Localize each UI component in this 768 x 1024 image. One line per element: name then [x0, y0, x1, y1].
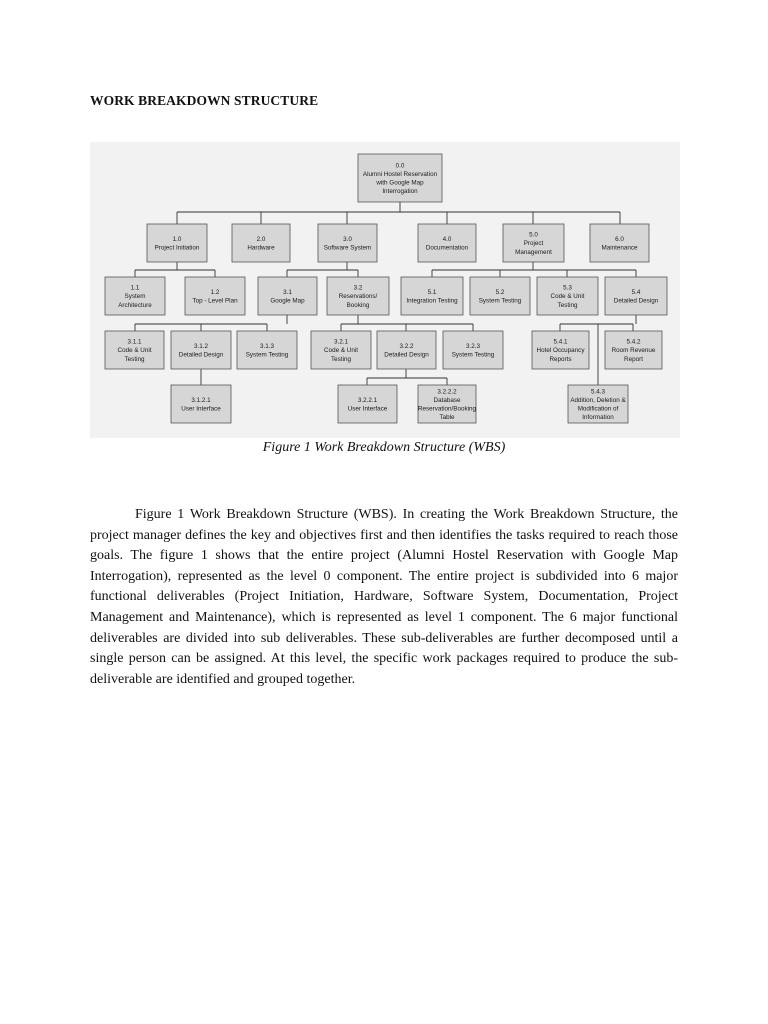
wbs-node-box: [171, 385, 231, 423]
wbs-node-code: 1.1: [130, 284, 140, 292]
wbs-node-code: 3.1.1: [127, 338, 142, 346]
wbs-node-label: Hotel Occupancy: [536, 347, 585, 355]
wbs-node-52: [470, 277, 530, 315]
wbs-node-3121: [171, 385, 231, 423]
wbs-node-313: [237, 331, 297, 369]
wbs-node-code: 4.0: [442, 235, 452, 243]
wbs-node-label: with Google Map: [376, 179, 424, 187]
wbs-node-321: [311, 331, 371, 369]
wbs-node-label: Detailed Design: [178, 351, 224, 359]
wbs-node-box: [318, 224, 377, 262]
wbs-node-label: Management: [515, 248, 552, 256]
wbs-node-label: Top - Level Plan: [192, 297, 238, 305]
wbs-node-code: 5.4.3: [590, 388, 606, 396]
wbs-node-label: Reports: [549, 355, 572, 363]
wbs-node-label: Documentation: [425, 244, 469, 252]
wbs-node-box: [147, 224, 207, 262]
wbs-node-code: 5.3: [563, 284, 572, 292]
wbs-node-311: [105, 331, 164, 369]
wbs-node-label: Testing: [331, 355, 351, 363]
wbs-node-code: 3.1.2.1: [191, 396, 211, 404]
wbs-node-label: Software System: [323, 244, 372, 252]
wbs-node-box: [470, 277, 530, 315]
wbs-node-label: User Interface: [347, 405, 388, 413]
wbs-node-6: [590, 224, 649, 262]
wbs-node-box: [401, 277, 463, 315]
wbs-node-code: 6.0: [615, 235, 624, 243]
wbs-node-box: [443, 331, 503, 369]
wbs-node-code: 0.0: [395, 162, 405, 170]
wbs-node-label: Report: [624, 355, 643, 363]
wbs-node-label: Addition, Deletion &: [570, 396, 626, 404]
wbs-node-3221: [338, 385, 397, 423]
wbs-node-label: Reservation/Booking: [417, 405, 477, 413]
wbs-node-label: Hardware: [247, 244, 275, 252]
wbs-node-code: 3.1: [283, 288, 292, 296]
wbs-node-label: Project Initiation: [154, 244, 200, 252]
wbs-node-label: Interrogation: [382, 188, 418, 196]
wbs-node-label: Google Map: [270, 297, 305, 305]
wbs-node-542: [605, 331, 662, 369]
page-heading: WORK BREAKDOWN STRUCTURE: [90, 93, 319, 108]
wbs-node-label: Project: [523, 240, 544, 248]
wbs-node-box: [171, 331, 231, 369]
wbs-node-code: 5.4: [631, 288, 641, 296]
wbs-node-box: [185, 277, 245, 315]
wbs-node-3222: [418, 385, 477, 423]
wbs-node-label: System: [124, 293, 146, 301]
wbs-node-code: 3.0: [343, 235, 352, 243]
wbs-node-label: System Testing: [478, 297, 522, 305]
wbs-node-5: [503, 224, 564, 262]
wbs-node-12: [185, 277, 245, 315]
wbs-node-53: [537, 277, 598, 315]
wbs-node-0: [358, 154, 442, 202]
wbs-node-box: [338, 385, 397, 423]
wbs-node-code: 1.0: [172, 235, 182, 243]
wbs-node-label: Table: [439, 414, 455, 422]
wbs-node-312: [171, 331, 231, 369]
wbs-node-code: 5.1: [427, 288, 437, 296]
wbs-node-code: 3.2.3: [465, 342, 481, 350]
wbs-node-label: Room Revenue: [611, 347, 656, 355]
wbs-node-code: 3.2.2: [399, 342, 414, 350]
wbs-node-code: 2.0: [256, 235, 266, 243]
wbs-node-code: 5.4.2: [626, 338, 641, 346]
wbs-node-3: [318, 224, 377, 262]
wbs-node-4: [418, 224, 476, 262]
wbs-node-label: Modification of: [577, 405, 619, 413]
wbs-node-label: Architecture: [118, 301, 152, 309]
wbs-node-label: Reservations/: [338, 293, 378, 301]
wbs-node-label: Code & Unit: [550, 293, 585, 301]
wbs-node-box: [590, 224, 649, 262]
wbs-node-box: [377, 331, 436, 369]
wbs-node-code: 3.1.3: [259, 342, 275, 350]
wbs-node-2: [232, 224, 290, 262]
wbs-node-box: [605, 277, 667, 315]
wbs-node-label: Detailed Design: [613, 297, 659, 305]
wbs-node-label: Information: [582, 414, 614, 422]
wbs-node-543: [568, 385, 628, 423]
wbs-node-box: [418, 224, 476, 262]
wbs-node-box: [258, 277, 317, 315]
wbs-node-code: 5.2: [495, 288, 505, 296]
wbs-node-label: Database: [433, 396, 461, 404]
wbs-diagram: [90, 142, 680, 438]
wbs-node-11: [105, 277, 165, 315]
wbs-node-label: Detailed Design: [384, 351, 429, 359]
wbs-node-label: Testing: [557, 301, 578, 309]
wbs-node-label: System Testing: [245, 351, 289, 359]
wbs-node-code: 3.2.2.2: [437, 388, 457, 396]
wbs-node-code: 3.2.2.1: [357, 396, 378, 404]
wbs-node-code: 3.2: [353, 284, 363, 292]
wbs-node-label: Testing: [124, 355, 145, 363]
wbs-node-323: [443, 331, 503, 369]
wbs-node-1: [147, 224, 207, 262]
wbs-node-code: 3.2.1: [333, 338, 349, 346]
wbs-node-label: Booking: [346, 301, 370, 309]
body-paragraph: Figure 1 Work Breakdown Structure (WBS). In creating the Work Breakdown Structure, the project manager defines the key and objectives first and then identifies the tasks required to reach those goals. The figure 1 shows that the entire project (Alumni Hostel Reservation with Google Map Interrogation), represented as the level 0 component. The entire project is subdivided into 6 major functional deliverables (Project Initiation, Hardware, Software System, Documentation, Project Management and Maintenance), which is represented as level 1 component. The 6 major functional deliverables are divided into sub deliverables. These sub-deliverables are further decomposed until a single person can be assigned. At this level, the specific work packages required to produce the sub- deliverable are identified and grouped together.: [90, 507, 678, 687]
wbs-node-code: 5.4.1: [553, 338, 568, 346]
wbs-node-label: Maintenance: [601, 244, 638, 252]
wbs-figure: [90, 142, 680, 438]
wbs-node-label: User Interface: [181, 405, 221, 413]
wbs-node-code: 5.0: [529, 231, 538, 239]
wbs-node-54: [605, 277, 667, 315]
wbs-node-code: 3.1.2: [193, 342, 209, 350]
wbs-node-label: System Testing: [451, 351, 495, 359]
wbs-node-label: Code & Unit: [324, 347, 358, 355]
figure-caption: Figure 1 Work Breakdown Structure (WBS): [262, 440, 506, 455]
wbs-nodes: [105, 154, 667, 423]
wbs-node-label: Code & Unit: [117, 347, 152, 355]
wbs-node-label: Alumni Hostel Reservation: [362, 170, 438, 178]
wbs-node-31: [258, 277, 317, 315]
wbs-node-box: [237, 331, 297, 369]
wbs-node-box: [232, 224, 290, 262]
wbs-node-label: Integration Testing: [406, 297, 458, 305]
wbs-node-32: [327, 277, 389, 315]
wbs-node-541: [532, 331, 589, 369]
wbs-node-code: 1.2: [210, 288, 220, 296]
wbs-node-322: [377, 331, 436, 369]
wbs-node-51: [401, 277, 463, 315]
